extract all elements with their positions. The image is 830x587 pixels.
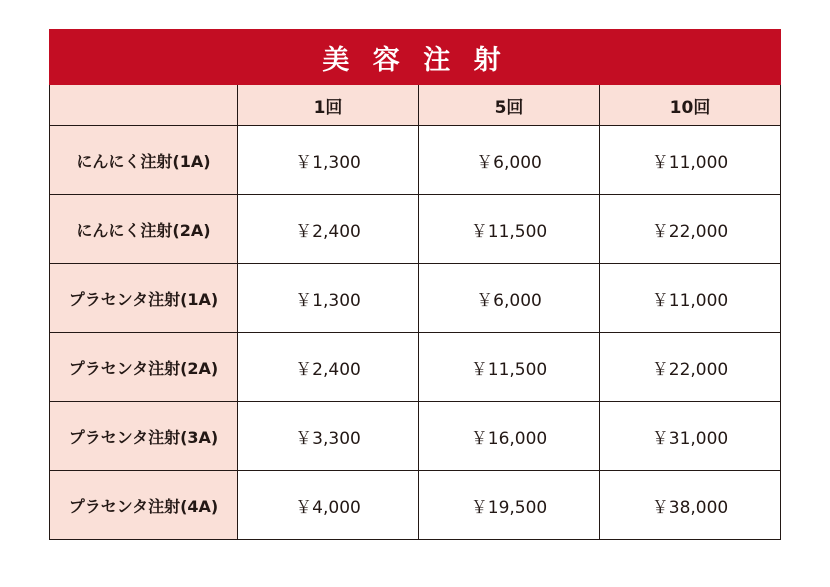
price-cell: ￥1,300 [238, 126, 419, 195]
price-cell: ￥1,300 [238, 264, 419, 333]
table-corner-cell [50, 85, 238, 126]
table-row [50, 471, 781, 540]
price-cell: ￥11,500 [419, 195, 600, 264]
row-label: プラセンタ注射(1A) [50, 264, 238, 333]
price-cell: ￥19,500 [419, 471, 600, 540]
price-cell: ￥22,000 [600, 333, 781, 402]
price-cell: ￥31,000 [600, 402, 781, 471]
price-cell: ￥11,000 [600, 264, 781, 333]
price-cell: ￥11,500 [419, 333, 600, 402]
price-cell: ￥3,300 [238, 402, 419, 471]
table-row [50, 126, 781, 195]
table-row [50, 264, 781, 333]
table-header-row [50, 85, 781, 126]
column-header-3: 10回 [600, 85, 781, 126]
price-table [49, 29, 781, 540]
price-cell: ￥2,400 [238, 195, 419, 264]
row-label: プラセンタ注射(4A) [50, 471, 238, 540]
row-label: プラセンタ注射(2A) [50, 333, 238, 402]
column-header-2: 5回 [419, 85, 600, 126]
price-cell: ￥38,000 [600, 471, 781, 540]
price-cell: ￥2,400 [238, 333, 419, 402]
price-cell: ￥6,000 [419, 126, 600, 195]
row-label: にんにく注射(1A) [50, 126, 238, 195]
table-row [50, 195, 781, 264]
price-cell: ￥4,000 [238, 471, 419, 540]
table-row [50, 333, 781, 402]
table-row [50, 402, 781, 471]
price-cell: ￥6,000 [419, 264, 600, 333]
price-list-sheet [49, 29, 781, 540]
row-label: にんにく注射(2A) [50, 195, 238, 264]
price-cell: ￥16,000 [419, 402, 600, 471]
price-cell: ￥11,000 [600, 126, 781, 195]
table-title-row [50, 30, 781, 85]
price-cell: ￥22,000 [600, 195, 781, 264]
row-label: プラセンタ注射(3A) [50, 402, 238, 471]
column-header-1: 1回 [238, 85, 419, 126]
page-title: 美 容 注 射 [50, 30, 781, 85]
